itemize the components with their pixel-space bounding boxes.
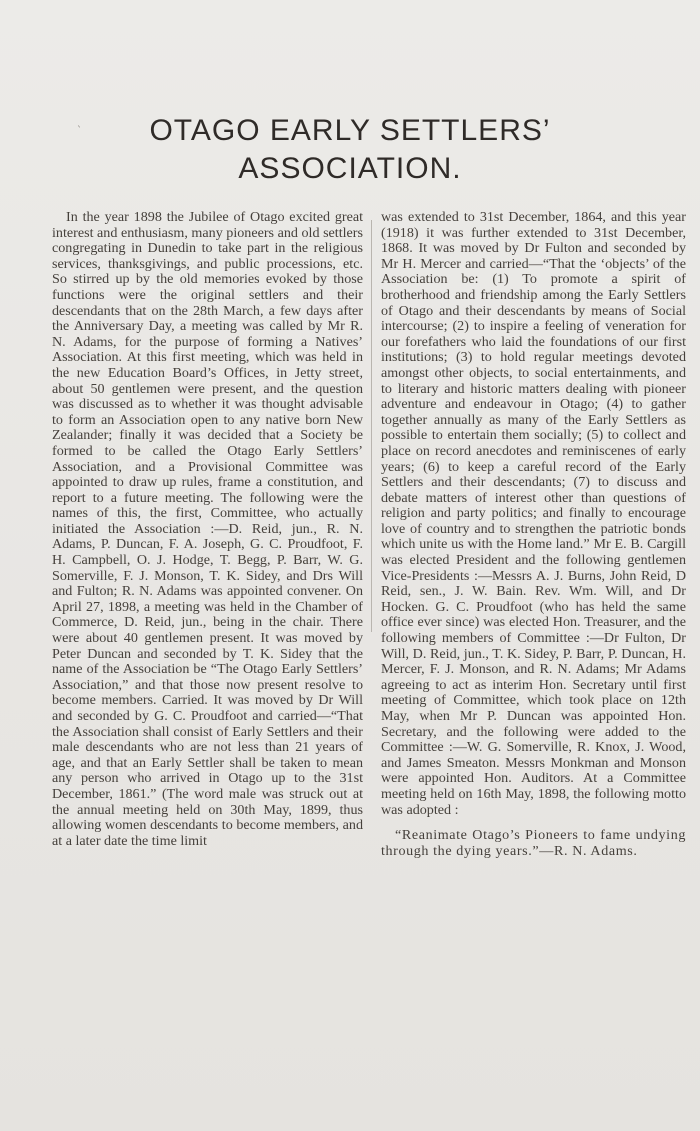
right-column (381, 210, 686, 859)
page-title (0, 112, 700, 188)
title-line-2: ASSOCIATION. (238, 152, 462, 185)
column-divider (371, 220, 372, 632)
motto-quote: “Reanimate Otago’s Pioneers to fame undying through the dying years.”—R. N. Adams. (381, 827, 686, 859)
title-line-1: OTAGO EARLY SETTLERS’ (149, 114, 551, 147)
right-column-paragraph: was extended to 31st December, 1864, and this year (1918) it was further extended to 31st December, 1868. It was moved by Dr Fulton and seconded by Mr H. Mercer and carried—“That the ‘objects’ of the Association be: (1) To promote a spirit of brotherhood and friendship among the Early Settlers of Otago and their descendants by means of Social intercourse; (2) to inspire a feeling of veneration for our forefathers who laid the foundations of our first institutions; (3) to hold regular meetings devoted amongst other objects, to social entertainments, and to literary and historic matters dealing with pioneer adventure and endeavour in Otago; (4) to gather together annually as many of the Early Settlers as possible to entertain them socially; (5) to collect and place on record anecdotes and reminiscenes of early years; (6) to keep a careful record of the Early Settlers and their descendants; (7) to discuss and debate matters of interest other than questions of religion and party politics; and finally to encourage love of country and to strengthen the patriotic bonds which unite us with the Home land.” Mr E. B. Cargill was elected President and the following gentlemen Vice-Presidents :—Messrs A. J. Burns, John Reid, D Reid, sen., J. W. Bain. Rev. Wm. Will, and Dr Hocken. G. C. Proudfoot (who has held the same office ever since) was elected Hon. Treasurer, and the following members of Committee :—Dr Fulton, Dr Will, D. Reid, jun., T. K. Sidey, P. Barr, P. Duncan, H. Mercer, F. J. Monson, and R. N. Adams; Mr Adams agreeing to act as interim Hon. Secretary until first meeting of Committee, which took place on 12th May, when Mr P. Duncan was appointed Hon. Secretary, and the following were added to the Committee :—W. G. Somerville, R. Knox, J. Wood, and James Smeaton. Messrs Monkman and Monson were appointed Hon. Auditors. At a Committee meeting held on 16th May, 1898, the following motto was adopted : (381, 209, 686, 818)
margin-mark: ˋ (77, 126, 82, 137)
left-column-paragraph: In the year 1898 the Jubilee of Otago excited great interest and enthusiasm, many pioneers and old settlers congregating in Dunedin to take part in the religious services, thanksgivings, and public processions, etc. So stirred up by the old memories evoked by those functions were the original settlers and their descendants that on the 28th March, a few days after the Anniversary Day, a meeting was called by Mr R. N. Adams, for the purpose of forming a Natives’ Association. At this first meeting, which was held in the new Education Board’s Offices, in Jetty street, about 50 gentlemen were present, and the question was discussed as to whether it was thought advisable to form an Association open to any native born New Zealander; finally it was decided that a Society be formed to be called the Otago Early Settlers’ Association, and a Provisional Committee was appointed to draw up rules, frame a constitution, and report to a future meeting. The following were the names of this, the first, Committee, who actually initiated the Association :—D. Reid, jun., R. N. Adams, P. Duncan, F. A. Joseph, G. C. Proudfoot, F. H. Campbell, O. J. Hodge, T. Begg, P. Barr, W. G. Somerville, F. J. Monson, T. K. Sidey, and Drs Will and Fulton; R. N. Adams was appointed convener. On April 27, 1898, a meeting was held in the Chamber of Commerce, D. Reid, jun., being in the chair. There were about 40 gentlemen present. It was moved by Peter Duncan and seconded by T. K. Sidey that the name of the Association be “The Otago Early Settlers’ Association,” and that those now present resolve to become members. Carried. It was moved by Dr Will and seconded by G. C. Proudfoot and carried—“That the Association shall consist of Early Settlers and their male descendants who are not less than 21 years of age, and that an Early Settler shall be taken to mean any person who arrived in Otago up to the 31st December, 1861.” (The word male was struck out at the annual meeting held on 30th May, 1899, thus allowing women descendants to become members, and at a later date the time limit (52, 209, 363, 849)
left-column (52, 210, 363, 849)
